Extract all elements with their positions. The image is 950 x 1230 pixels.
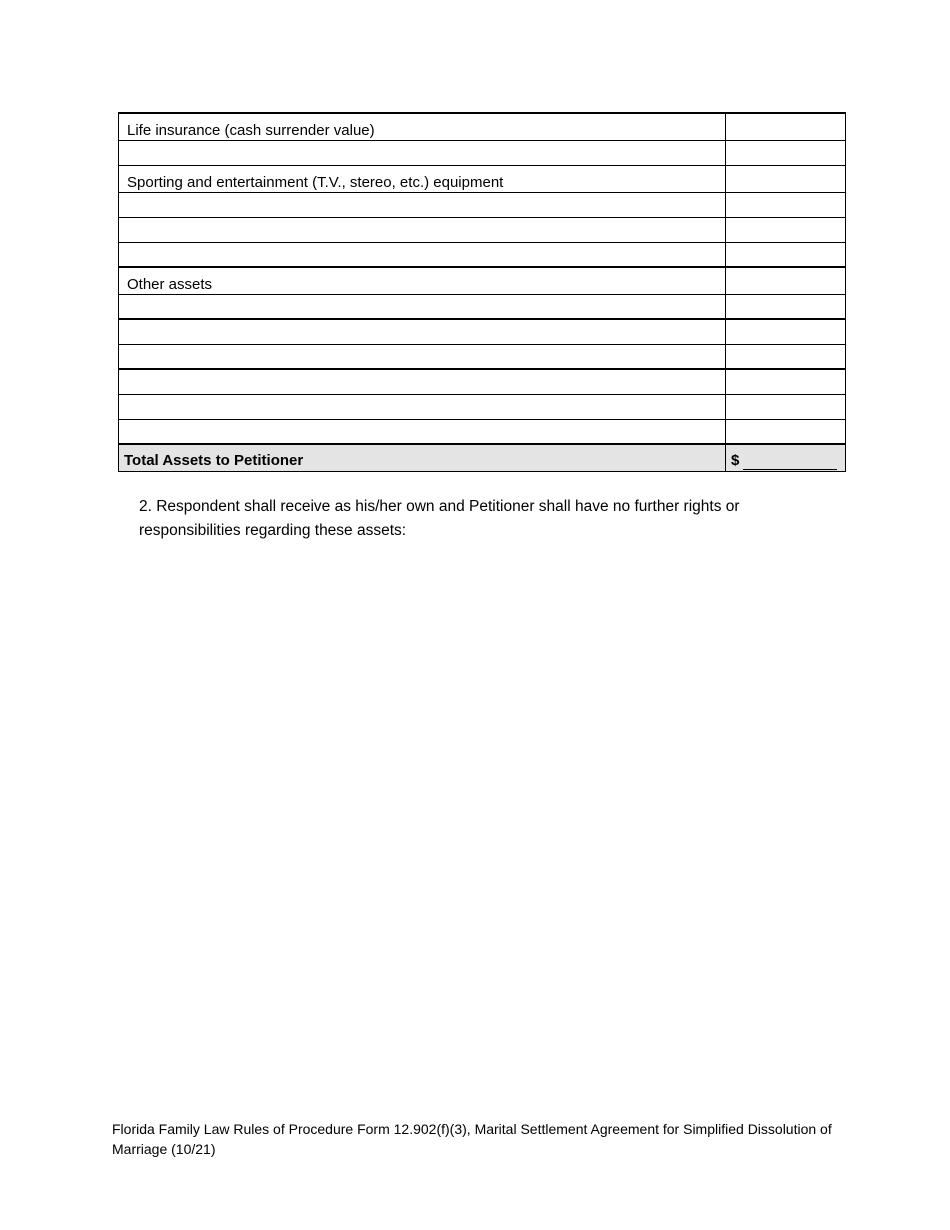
asset-value-field[interactable]: [726, 419, 846, 444]
total-amount-field[interactable]: [743, 455, 837, 470]
asset-label[interactable]: [119, 192, 726, 217]
asset-label[interactable]: [119, 319, 726, 344]
asset-label[interactable]: [119, 294, 726, 319]
table-row: [119, 113, 846, 140]
asset-label: Life insurance (cash surrender value): [119, 113, 726, 140]
asset-value-field[interactable]: [726, 369, 846, 394]
asset-label[interactable]: [119, 140, 726, 165]
table-row: [119, 294, 846, 319]
assets-table: [118, 112, 846, 472]
table-row: [119, 369, 846, 394]
asset-label[interactable]: [119, 419, 726, 444]
table-row: [119, 419, 846, 444]
asset-label[interactable]: [119, 242, 726, 267]
asset-value-field[interactable]: [726, 242, 846, 267]
asset-value-field[interactable]: [726, 394, 846, 419]
asset-label[interactable]: [119, 344, 726, 369]
total-row: [119, 444, 846, 471]
asset-value-field[interactable]: [726, 140, 846, 165]
paragraph-respondent-assets: 2. Respondent shall receive as his/her own and Petitioner shall have no further rights or responsibilities regarding these assets:: [139, 498, 740, 539]
asset-label[interactable]: [119, 394, 726, 419]
table-row: [119, 165, 846, 192]
table-row: [119, 344, 846, 369]
currency-symbol: $: [731, 451, 740, 469]
total-label: Total Assets to Petitioner: [119, 444, 726, 471]
asset-label: Other assets: [119, 267, 726, 294]
asset-value-field[interactable]: [726, 165, 846, 192]
asset-value-field[interactable]: [726, 344, 846, 369]
table-row: [119, 192, 846, 217]
asset-value-field[interactable]: [726, 192, 846, 217]
asset-label[interactable]: [119, 369, 726, 394]
table-row: [119, 267, 846, 294]
table-row: [119, 394, 846, 419]
asset-value-field[interactable]: [726, 267, 846, 294]
table-row: [119, 242, 846, 267]
asset-value-field[interactable]: [726, 319, 846, 344]
table-row: [119, 217, 846, 242]
table-row: [119, 140, 846, 165]
asset-value-field[interactable]: [726, 113, 846, 140]
form-footer: Florida Family Law Rules of Procedure Form 12.902(f)(3), Marital Settlement Agreement for Simplified Dissolution of Marriage (10/21): [112, 1121, 832, 1157]
asset-label[interactable]: [119, 217, 726, 242]
asset-value-field[interactable]: [726, 294, 846, 319]
total-value-cell: [726, 444, 846, 471]
asset-label: Sporting and entertainment (T.V., stereo, etc.) equipment: [119, 165, 726, 192]
asset-value-field[interactable]: [726, 217, 846, 242]
table-row: [119, 319, 846, 344]
